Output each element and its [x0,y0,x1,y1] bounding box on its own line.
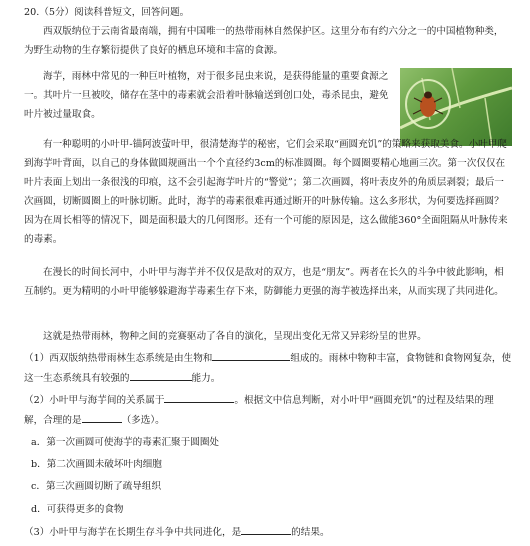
q2-blank-2[interactable] [82,410,122,423]
option-a[interactable]: a．第一次画圆可使海芋的毒素汇聚于圆圈处 [31,437,220,448]
option-b[interactable]: b．第二次画圆未破坏叶肉细胞 [31,459,162,470]
q2-blank-1[interactable] [164,390,234,403]
option-d[interactable]: d．可获得更多的食物 [31,504,124,515]
q1-blank-1[interactable] [212,348,290,361]
paragraph-5: 这就是热带雨林，物种之间的竞赛驱动了各自的演化，呈现出变化无常又异彩纷呈的世界。 [43,331,427,342]
sub-question-1 [24,348,512,388]
q1-text-c: 能力。 [191,373,221,384]
paragraph-1: 西双版纳位于云南省最南端，拥有中国唯一的热带雨林自然保护区。这里分布有约六分之一的中国植物种类，为野生动物的生存繁衍提供了良好的栖息环境和丰富的食源。 [24,26,504,56]
q1-text-a: （1）西双版纳热带雨林生态系统是由生物和 [24,353,213,364]
paragraph-3: 有一种聪明的小叶甲-锚阿波萤叶甲，很清楚海芋的秘密，它们会采取“画圆充饥”的策略来获取美食。小叶甲爬到海芋叶背面，以自己的身体做圆规画出一个个直径约3cm的标准圆圈。每个圆圈要精心地画三次。第一次仅仅在叶片表面上划出一条很浅的印痕，这不会引起海芋叶片的“警觉”；第二次画圆，将叶表皮外的角质层剥裂；最后一次画圆，切断圆圈上的叶脉切断。此时，海芋的毒素很难再通过断开的叶脉传输。这么多形状，为何要选择画圆？因为在周长相等的情况下，圆是面积最大的几何图形。还有一个可能的原因是，这么做能360°全面阻隔从叶脉传来的毒素。 [24,139,508,245]
paragraph-4: 在漫长的时间长河中，小叶甲与海芋并不仅仅是敌对的双方，也是“朋友”。两者在长久的斗争中彼此影响，相互制约。更为精明的小叶甲能够躲避海芋毒素生存下来，防御能力更强的海芋被选择出来，从而实现了共同进化。 [24,267,504,297]
q2-text-b: 。根据文中信息判断，对小叶甲“画圆充饥”的过程及结果的理解，合理的是 [24,395,494,426]
q1-blank-2[interactable] [130,368,192,381]
q3-text-a: （3）小叶甲与海芋在长期生存斗争中共同进化，是 [24,527,242,538]
q2-text-c: （多选）。 [121,415,165,426]
sub-question-3 [24,522,512,542]
option-c[interactable]: c．第三次画圆切断了疏导组织 [31,481,162,492]
q1-text-b: 组成的。雨林中物种丰富，食物链和食物网复杂，使这一生态系统具有较强的 [24,353,512,384]
paragraph-2: 海芋，雨林中常见的一种巨叶植物，对于很多昆虫来说，是获得能量的重要食源之一。其叶片一旦被咬，储存在茎中的毒素就会沿着叶脉输送到创口处，毒杀昆虫，避免叶片被过量取食。 [24,71,389,120]
sub-question-2 [24,390,512,430]
question-header: 20.（5分）阅读科普短文，回答问题。 [24,7,190,18]
q2-text-a: （2）小叶甲与海芋间的关系属于 [24,395,165,406]
q3-blank-1[interactable] [241,522,291,535]
q3-text-b: 的结果。 [291,527,330,538]
